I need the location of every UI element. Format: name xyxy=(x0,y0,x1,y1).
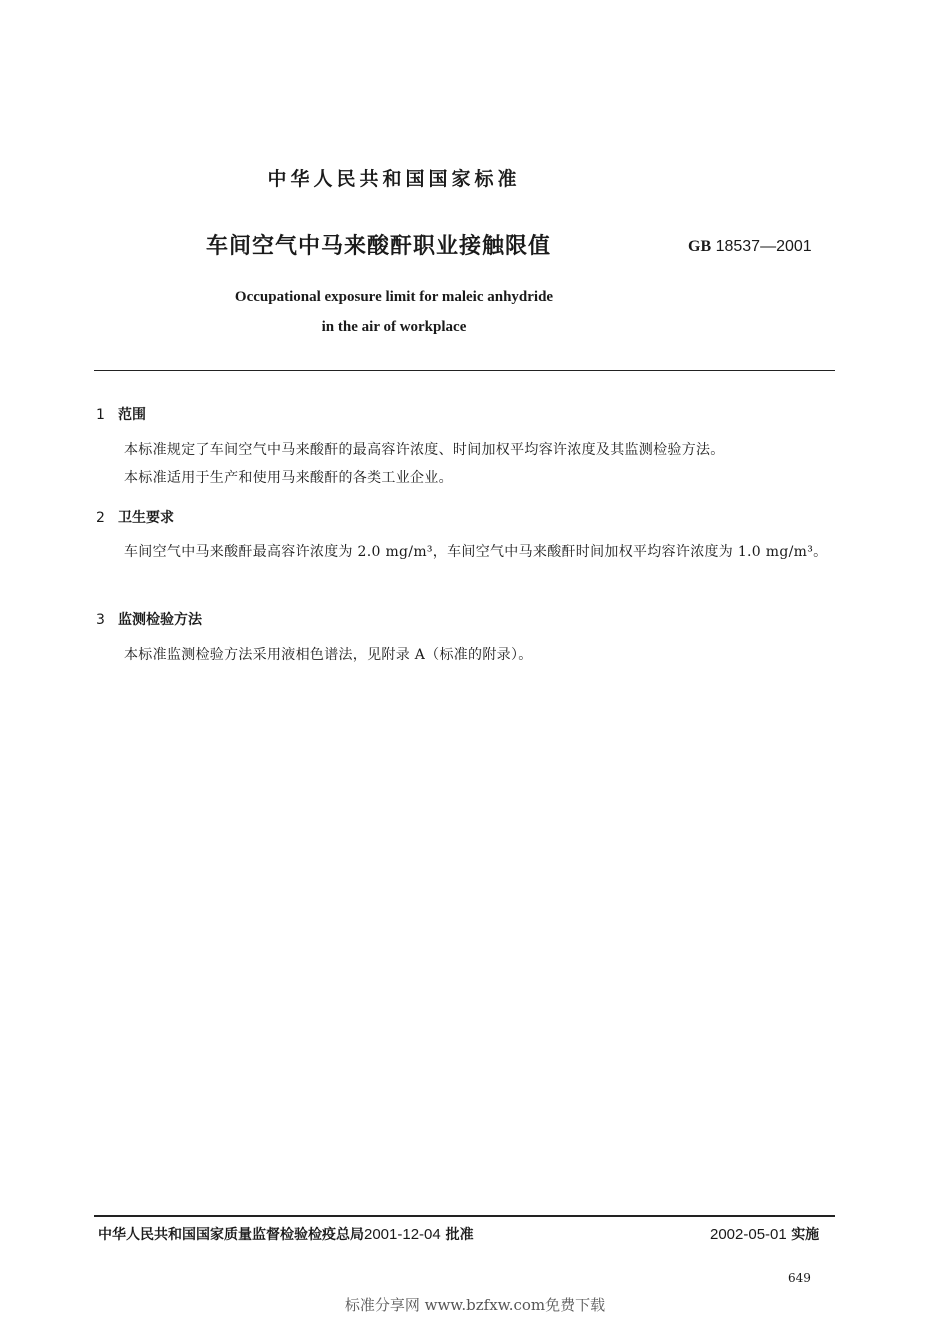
effective-line xyxy=(710,1224,819,1244)
issuer-name: 中华人民共和国国家质量监督检验检疫总局 xyxy=(98,1227,364,1243)
section-3-paragraph-1: 本标准监测检验方法采用液相色谱法，见附录 A（标准的附录）。 xyxy=(124,647,533,663)
standard-prefix: GB xyxy=(688,238,712,255)
standard-code: 18537—2001 xyxy=(715,238,812,255)
section-title: 监测检验方法 xyxy=(118,612,202,628)
standard-number xyxy=(688,238,812,256)
section-number: 3 xyxy=(96,612,105,628)
approval-date: 2001-12-04 xyxy=(364,1226,441,1243)
issuer-line xyxy=(98,1224,474,1244)
approval-label: 批准 xyxy=(445,1227,474,1243)
section-number: 2 xyxy=(96,510,105,526)
footer-divider xyxy=(94,1215,835,1217)
national-standard-heading: 中华人民共和国国家标准 xyxy=(267,168,521,190)
section-1-heading xyxy=(96,404,146,424)
header-divider xyxy=(94,370,835,371)
section-2-heading xyxy=(96,507,174,527)
page-number: 649 xyxy=(788,1271,811,1285)
document-title-en xyxy=(100,282,688,342)
section-2-paragraph-1: 车间空气中马来酸酐最高容许浓度为 2.0 mg/m³，车间空气中马来酸酐时间加权平均容许浓度为 1.0 mg/m³。 xyxy=(124,544,828,560)
section-title: 卫生要求 xyxy=(118,510,174,526)
section-number: 1 xyxy=(96,407,105,423)
section-1-paragraph-1: 本标准规定了车间空气中马来酸酐的最高容许浓度、时间加权平均容许浓度及其监测检验方法。 xyxy=(124,442,725,458)
watermark-text: 标准分享网 www.bzfxw.com免费下载 xyxy=(344,1296,606,1314)
effective-date: 2002-05-01 xyxy=(710,1226,787,1243)
section-title: 范围 xyxy=(118,407,146,423)
effective-label: 实施 xyxy=(791,1227,820,1243)
document-title-cn: 车间空气中马来酸酐职业接触限值 xyxy=(206,234,552,259)
section-3-heading xyxy=(96,609,202,629)
title-en-line1: Occupational exposure limit for maleic anhydride xyxy=(234,289,554,305)
title-en-line2: in the air of workplace xyxy=(321,319,467,335)
section-1-paragraph-2: 本标准适用于生产和使用马来酸酐的各类工业企业。 xyxy=(124,470,453,486)
